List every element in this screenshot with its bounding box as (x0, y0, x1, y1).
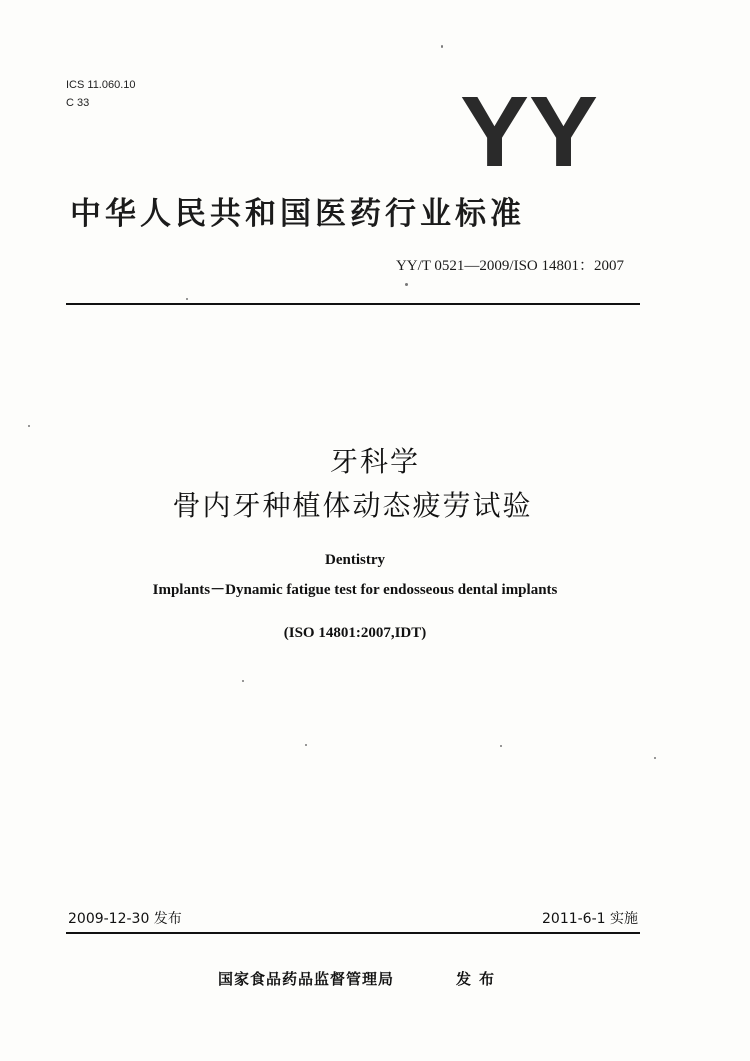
scan-speck (242, 680, 244, 682)
scan-speck (500, 745, 502, 747)
title-en-line1: Dentistry (325, 552, 385, 568)
title-cn-line2: 骨内牙种植体动态疲劳试验 (172, 489, 533, 522)
issue-label: 发布 (456, 970, 503, 988)
scan-speck (305, 744, 307, 746)
issuing-authority: 国家食品药品监督管理局 (218, 970, 395, 988)
organization-title: 中华人民共和国医药行业标准 (70, 196, 525, 232)
implement-date: 2011-6-1 实施 (542, 911, 638, 927)
standard-number: YY/T 0521—2009/ISO 14801：2007 (395, 258, 624, 274)
title-en-line2: Implants－Dynamic fatigue test for endosseous dental implants (152, 582, 558, 598)
title-cn-line1: 牙科学 (329, 445, 420, 478)
scan-speck (405, 283, 408, 286)
scan-speck (441, 45, 443, 48)
footer-divider (66, 932, 640, 934)
yy-logo (459, 86, 599, 170)
classification-codes (66, 76, 136, 112)
scan-speck (28, 425, 30, 427)
scan-speck (654, 757, 656, 759)
publish-date: 2009-12-30 发布 (68, 911, 182, 927)
header-divider (66, 303, 640, 305)
scan-speck (186, 298, 188, 300)
svg-text:YY: YY (460, 86, 598, 170)
ics-code: ICS 11.060.10 (66, 79, 136, 91)
iso-reference: (ISO 14801:2007,IDT) (283, 625, 427, 641)
ccs-code: C 33 (66, 97, 90, 109)
